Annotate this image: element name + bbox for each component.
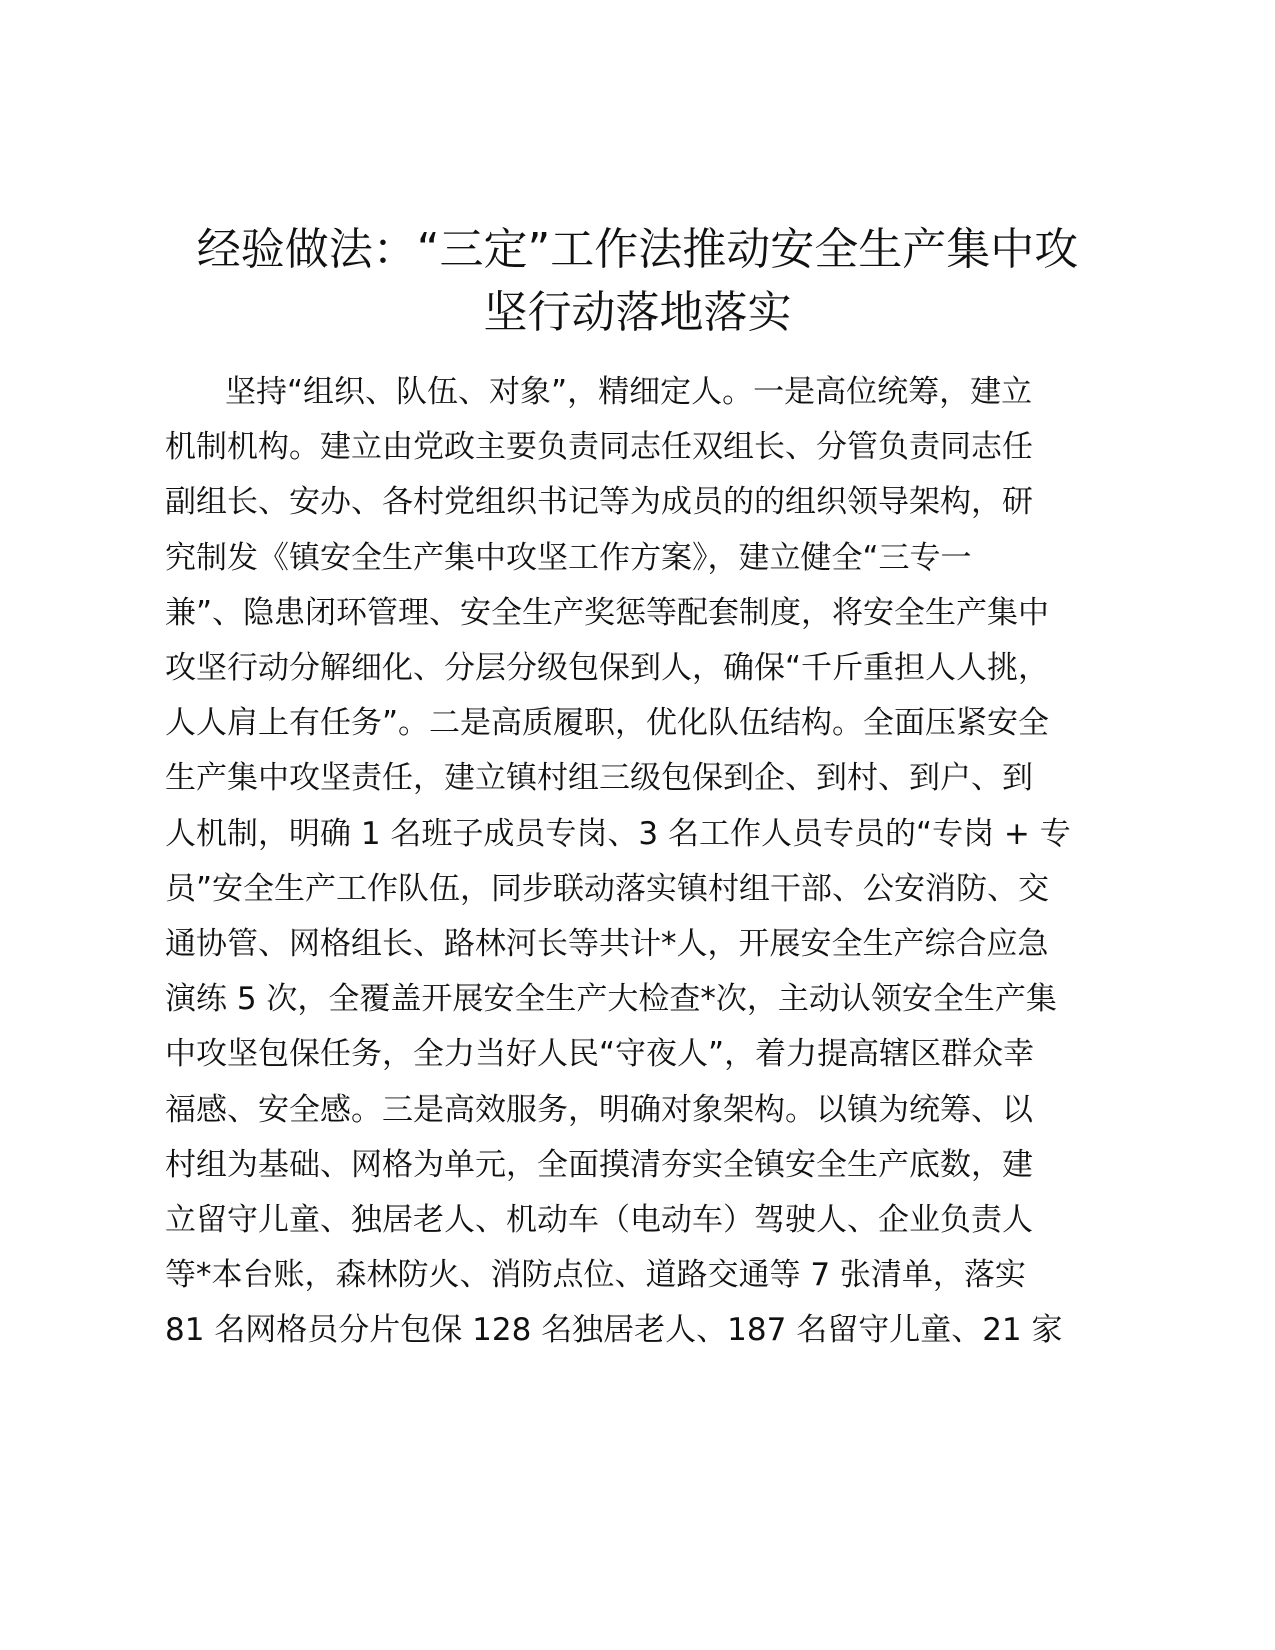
body-line: 演练 5 次，全覆盖开展安全生产大检查*次，主动认领安全生产集 — [165, 981, 1057, 1017]
body-line: 通协管、网格组长、路林河长等共计*人，开展安全生产综合应急 — [165, 926, 1049, 962]
body-line: 中攻坚包保任务，全力当好人民“守夜人”，着力提高辖区群众幸 — [165, 1036, 1035, 1072]
body-line: 人人肩上有任务”。二是高质履职，优化队伍结构。全面压紧安全 — [165, 705, 1050, 741]
body-line: 副组长、安办、各村党组织书记等为成员的的组织领导架构，研 — [165, 484, 1033, 520]
document-title-line-2: 坚行动落地落实 — [483, 287, 792, 338]
body-line: 员”安全生产工作队伍，同步联动落实镇村组干部、公安消防、交 — [165, 871, 1050, 907]
body-line: 村组为基础、网格为单元，全面摸清夯实全镇安全生产底数，建 — [165, 1147, 1033, 1183]
body-line: 兼”、隐患闭环管理、安全生产奖惩等配套制度，将安全生产集中 — [165, 595, 1050, 631]
body-line: 攻坚行动分解细化、分层分级包保到人，确保“千斤重担人人挑， — [165, 650, 1050, 686]
body-line: 人机制，明确 1 名班子成员专岗、3 名工作人员专员的“专岗 + 专 — [165, 816, 1071, 852]
body-line: 究制发《镇安全生产集中攻坚工作方案》，建立健全“三专一 — [165, 540, 972, 576]
body-line: 机制机构。建立由党政主要负责同志任双组长、分管负责同志任 — [165, 429, 1033, 465]
body-line: 立留守儿童、独居老人、机动车（电动车）驾驶人、企业负责人 — [165, 1202, 1033, 1238]
body-line: 福感、安全感。三是高效服务，明确对象架构。以镇为统筹、以 — [165, 1092, 1033, 1128]
document-title-line-1: 经验做法：“三定”工作法推动安全生产集中攻 — [196, 224, 1079, 275]
body-line: 坚持“组织、队伍、对象”，精细定人。一是高位统筹，建立 — [225, 374, 1033, 410]
body-line: 81 名网格员分片包保 128 名独居老人、187 名留守儿童、21 家 — [165, 1312, 1063, 1348]
body-line: 生产集中攻坚责任，建立镇村组三级包保到企、到村、到户、到 — [165, 760, 1033, 796]
body-line: 等*本台账，森林防火、消防点位、道路交通等 7 张清单，落实 — [165, 1257, 1026, 1293]
